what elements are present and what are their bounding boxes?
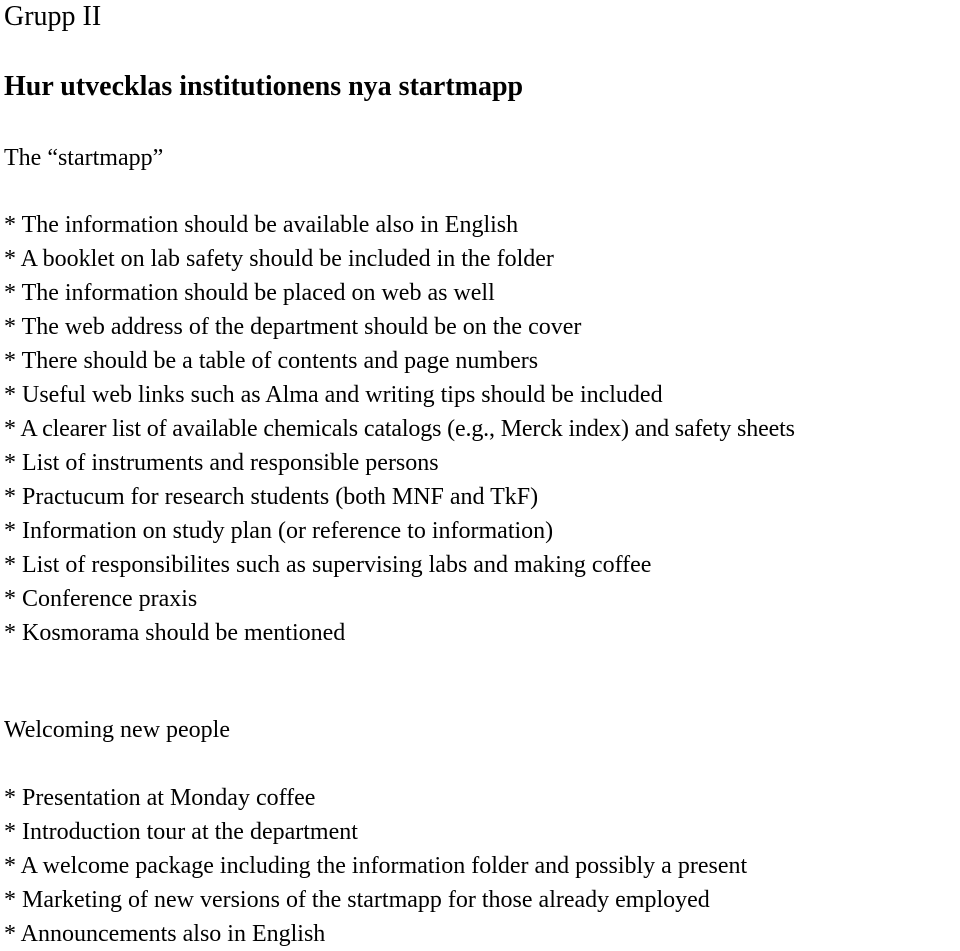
- list-item: * Announcements also in English: [4, 921, 326, 947]
- list-item: * List of instruments and responsible persons: [4, 450, 439, 476]
- list-item: * A clearer list of available chemicals catalogs (e.g., Merck index) and safety sheets: [4, 416, 795, 442]
- list-item: * Kosmorama should be mentioned: [4, 620, 346, 646]
- group-label: Grupp II: [4, 1, 102, 32]
- list-item: * Information on study plan (or reference to information): [4, 518, 554, 544]
- startmapp-heading: The “startmapp”: [4, 145, 164, 171]
- list-item: * Conference praxis: [4, 586, 198, 612]
- list-item: * There should be a table of contents and page numbers: [4, 348, 539, 374]
- welcoming-list: [4, 781, 747, 951]
- list-item: * The information should be placed on web as well: [4, 280, 495, 306]
- list-item: * The web address of the department should be on the cover: [4, 314, 582, 340]
- list-item: * A welcome package including the information folder and possibly a present: [4, 853, 748, 879]
- list-item: * A booklet on lab safety should be included in the folder: [4, 246, 554, 272]
- list-item: * Presentation at Monday coffee: [4, 785, 316, 811]
- startmapp-list: [4, 208, 795, 650]
- list-item: * Marketing of new versions of the startmapp for those already employed: [4, 887, 710, 913]
- list-item: * Practucum for research students (both MNF and TkF): [4, 484, 539, 510]
- list-item: * Introduction tour at the department: [4, 819, 358, 845]
- list-item: * List of responsibilites such as supervising labs and making coffee: [4, 552, 652, 578]
- document-title: Hur utvecklas institutionens nya startmapp: [4, 71, 524, 102]
- list-item: * The information should be available also in English: [4, 212, 519, 238]
- welcoming-heading: Welcoming new people: [4, 717, 230, 743]
- list-item: * Useful web links such as Alma and writing tips should be included: [4, 382, 663, 408]
